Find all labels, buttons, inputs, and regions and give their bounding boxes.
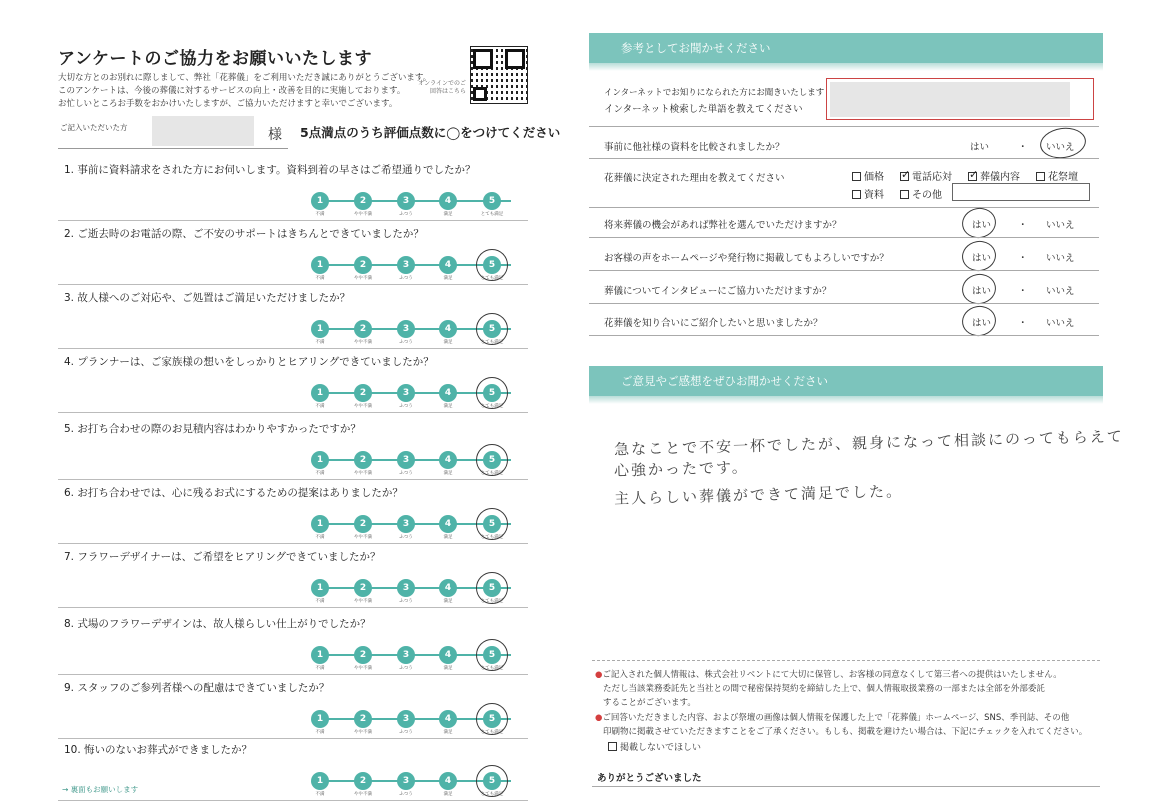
question-text: 6. お打ち合わせでは、心に残るお式にするための提案はありましたか？ [64,487,403,499]
compare-sep: ・ [1018,142,1028,153]
rating-option-4[interactable]: 4 [439,256,457,274]
rating-label: とても満足 [480,404,504,409]
answer-no[interactable]: いいえ [1046,220,1075,231]
rating-option-4[interactable]: 4 [439,384,457,402]
rating-label: 不満 [315,666,325,671]
section-header-shadow [589,396,1103,404]
rating-label: とても満足 [480,212,504,217]
rating-label: やや不満 [354,340,372,345]
reason-phone[interactable]: ✓ 電話応対 [900,168,952,183]
checkbox[interactable] [900,190,909,199]
rating-label: やや不満 [354,535,372,540]
question-row [58,354,528,414]
answer-no[interactable]: いいえ [1046,286,1075,297]
rating-label: 満足 [443,792,453,797]
name-label: ご記入いただいた方 [60,123,128,132]
redacted-name [152,116,254,146]
selected-score-circle [476,313,508,345]
reason-other[interactable]: その他 [900,186,942,201]
row-divider [58,479,528,480]
intro-line: 大切な方とのお別れに際しまして、弊社「花葬儀」をご利用いただき誠にありがとうございます。 [58,73,432,83]
rating-label: 不満 [315,212,325,217]
rating-label: 満足 [443,471,453,476]
dashed-divider [592,660,1100,661]
checkbox-checked[interactable] [900,172,909,181]
rating-label: ふつう [399,404,413,409]
rating-label: やや不満 [354,792,372,797]
row-divider [589,335,1099,336]
rating-label: 不満 [315,471,325,476]
reason-content[interactable]: ✓ 葬儀内容 [968,168,1020,183]
rating-label: とても満足 [480,276,504,281]
rating-label: 満足 [443,276,453,281]
reason-price[interactable]: 価格 [852,168,884,183]
rating-label: 不満 [315,340,325,345]
rating-label: やや不満 [354,599,372,604]
question-row [58,290,528,350]
rating-option-2[interactable]: 2 [354,579,372,597]
handwritten-comment-line: 主人らしい葬儀ができて満足でした。 [613,482,904,508]
row-divider [58,543,528,544]
rating-option-2[interactable]: 2 [354,646,372,664]
rating-option-4[interactable]: 4 [439,710,457,728]
answer-yes[interactable]: はい [972,318,992,329]
checkbox[interactable] [1036,172,1045,181]
selected-answer-circle [960,303,999,338]
rating-option-5[interactable]: 5 [483,710,501,728]
rating-label: 不満 [315,730,325,735]
rating-option-2[interactable]: 2 [354,710,372,728]
name-suffix: 様 [268,127,282,143]
rating-label: 満足 [443,340,453,345]
question-row [58,226,528,286]
compare-question: 事前に他社様の資料を比較されましたか？ [604,142,785,153]
rating-label: ふつう [399,535,413,540]
intro-line: このアンケートは、今後の葬儀に対するサービスの向上・改善を目的に実施しております。 [58,86,406,96]
rating-option-4[interactable]: 4 [439,515,457,533]
rating-label: とても満足 [480,730,504,735]
rating-label: 不満 [315,404,325,409]
question-text: 7. フラワーデザイナーは、ご希望をヒアリングできていましたか？ [64,551,381,563]
rating-label: とても満足 [480,599,504,604]
yes-no-question: 花葬儀を知り合いにご紹介したいと思いましたか？ [604,318,823,329]
yes-no-question: 将来葬儀の機会があれば弊社を選んでいただけますか？ [604,220,842,231]
bottom-divider [592,786,1100,787]
no-publish-option[interactable]: 掲載しないでほしい [608,740,701,753]
yes-no-question: 葬儀についてインタビューにご協力いただけますか？ [604,286,832,297]
rating-option-1[interactable]: 1 [311,710,329,728]
rating-label: やや不満 [354,471,372,476]
name-underline [58,148,288,149]
checkbox[interactable] [852,172,861,181]
row-divider [58,738,528,739]
rating-option-1[interactable]: 1 [311,646,329,664]
question-text: 4. プランナーは、ご家族様の想いをしっかりとヒアリングできていましたか？ [64,356,434,368]
rating-option-5[interactable]: 5 [483,320,501,338]
selected-score-circle [476,249,508,281]
question-text: 5. お打ち合わせの際のお見積内容はわかりやすかったですか？ [64,423,361,435]
selected-answer-circle [960,205,999,240]
rating-label: 満足 [443,535,453,540]
rating-option-2[interactable]: 2 [354,256,372,274]
rating-option-1[interactable]: 1 [311,515,329,533]
rating-label: 満足 [443,599,453,604]
rating-label: ふつう [399,212,413,217]
row-divider [589,158,1099,159]
selected-score-circle [476,703,508,735]
rating-option-3[interactable]: 3 [397,192,415,210]
rating-option-4[interactable]: 4 [439,772,457,790]
search-question-2: インターネット検索した単語を教えてください [604,104,803,115]
rating-option-4[interactable]: 4 [439,320,457,338]
answer-yes[interactable]: はい [972,286,992,297]
rating-option-5[interactable]: 5 [483,384,501,402]
rating-label: 不満 [315,276,325,281]
rating-option-2[interactable]: 2 [354,320,372,338]
compare-yes[interactable]: はい [970,142,990,153]
rating-option-5[interactable]: 5 [483,192,501,210]
row-divider [589,207,1099,208]
row-divider [589,270,1099,271]
redacted-search-answer [830,82,1070,117]
row-divider [58,284,528,285]
section-header-comments: ご意見やご感想をぜひお聞かせください [589,366,1103,396]
section-header-shadow [589,63,1103,71]
rating-option-1[interactable]: 1 [311,256,329,274]
reason-question: 花葬儀に決定された理由を教えてください [604,173,785,184]
row-divider [58,220,528,221]
rating-option-2[interactable]: 2 [354,384,372,402]
row-divider [58,348,528,349]
rating-label: 満足 [443,666,453,671]
rating-option-1[interactable]: 1 [311,579,329,597]
selected-score-circle [476,508,508,540]
checkbox[interactable] [852,190,861,199]
selected-answer-circle [960,271,999,306]
rating-option-5[interactable]: 5 [483,256,501,274]
question-text: 8. 式場のフラワーデザインは、故人様らしい仕上がりでしたか？ [64,618,371,630]
answer-yes[interactable]: はい [972,220,992,231]
bullet-icon: ● [595,713,603,723]
rating-label: とても満足 [480,535,504,540]
compare-no[interactable]: いいえ [1046,142,1075,153]
rating-option-2[interactable]: 2 [354,515,372,533]
rating-option-3[interactable]: 3 [397,320,415,338]
compare-answer-circle [1038,125,1088,161]
answer-sep: ・ [1018,318,1028,329]
selected-score-circle [476,765,508,797]
rating-label: やや不満 [354,666,372,671]
rating-label: やや不満 [354,730,372,735]
rating-label: 不満 [315,599,325,604]
rating-option-5[interactable]: 5 [483,772,501,790]
rating-label: とても満足 [480,340,504,345]
rating-option-4[interactable]: 4 [439,646,457,664]
rating-label: 満足 [443,404,453,409]
rating-label: 満足 [443,730,453,735]
search-question-1: インターネットでお知りになられた方にお聞きいたします [604,88,825,98]
rating-option-4[interactable]: 4 [439,451,457,469]
rating-label: とても満足 [480,792,504,797]
rating-label: ふつう [399,599,413,604]
rating-label: とても満足 [480,666,504,671]
row-divider [58,800,528,801]
rating-option-3[interactable]: 3 [397,384,415,402]
rating-label: ふつう [399,471,413,476]
rating-label: ふつう [399,792,413,797]
selected-answer-circle [960,238,999,273]
intro-line: お忙しいところお手数をおかけいたしますが、ご協力いただけますと幸いでございます。 [58,99,398,109]
rating-option-5[interactable]: 5 [483,579,501,597]
section-header-reference: 参考としてお聞かせください [589,33,1103,63]
score-instruction: 5点満点のうち評価点数に◯をつけてください [300,125,561,140]
rating-label: やや不満 [354,212,372,217]
rating-option-3[interactable]: 3 [397,579,415,597]
rating-label: 満足 [443,212,453,217]
privacy-notice-1: ●ご記入された個人情報は、株式会社リベントにて大切に保管し、お客様の同意なくして第三者への提供はいたしません。 ただし当該業務委託先と当社との間で秘密保持契約を締結した上で、個人情報取扱業務の一部または全部を外部委託 することがございます。 [595,670,1062,708]
rating-option-2[interactable]: 2 [354,451,372,469]
rating-option-5[interactable]: 5 [483,646,501,664]
rating-label: とても満足 [480,471,504,476]
rating-option-1[interactable]: 1 [311,451,329,469]
rating-label: ふつう [399,666,413,671]
rating-option-3[interactable]: 3 [397,646,415,664]
selected-score-circle [476,639,508,671]
survey-intro [58,72,458,111]
answer-yes[interactable]: はい [972,253,992,264]
rating-option-5[interactable]: 5 [483,515,501,533]
handwritten-comment-line: 急なことで不安一杯でしたが、親身になって相談にのってもらえて [613,427,1125,459]
question-row [58,616,528,676]
selected-score-circle [476,572,508,604]
question-row [58,162,528,222]
rating-option-3[interactable]: 3 [397,710,415,728]
rating-option-1[interactable]: 1 [311,772,329,790]
rating-label: 不満 [315,792,325,797]
other-reason-field[interactable] [952,183,1090,201]
checkbox[interactable] [608,742,617,751]
rating-option-5[interactable]: 5 [483,451,501,469]
question-text: 3. 故人様へのご対応や、ご処置はご満足いただけましたか？ [64,292,351,304]
question-text: 2. ご逝去時のお電話の際、ご不安のサポートはきちんとできていましたか？ [64,228,424,240]
answer-sep: ・ [1018,286,1028,297]
bullet-icon: ● [595,670,603,680]
privacy-notice-2: ●ご回答いただきました内容、および祭壇の画像は個人情報を保護した上で「花葬儀」ホームページ、SNS、季刊誌、その他 印刷物に掲載させていただきますことをご了承ください。もしも、掲載を避けたい場合は、下記にチェックを入れてください。 [595,713,1088,737]
selected-score-circle [476,377,508,409]
row-divider [589,303,1099,304]
yes-no-question: お客様の声をホームページや発行物に掲載してもよろしいですか？ [604,253,889,264]
question-row [58,549,528,609]
rating-label: やや不満 [354,404,372,409]
rating-option-2[interactable]: 2 [354,772,372,790]
rating-label: 不満 [315,535,325,540]
rating-option-1[interactable]: 1 [311,384,329,402]
question-row [58,421,528,481]
rating-option-1[interactable]: 1 [311,192,329,210]
row-divider [58,412,528,413]
handwritten-comment-line: 心強かったです。 [613,458,750,480]
question-text: 9. スタッフのご参列者様への配慮はできていましたか？ [64,682,330,694]
row-divider [58,607,528,608]
rating-option-2[interactable]: 2 [354,192,372,210]
reason-materials[interactable]: 資料 [852,186,884,201]
reason-flower-altar[interactable]: 花祭壇 [1036,168,1078,183]
back-page-note: → 裏面もお願いします [62,785,139,794]
qr-caption: オンラインでのご回答はこちら [418,80,466,95]
rating-label: やや不満 [354,276,372,281]
row-divider [589,237,1099,238]
rating-option-3[interactable]: 3 [397,772,415,790]
rating-label: ふつう [399,276,413,281]
question-row [58,680,528,740]
question-row [58,485,528,545]
rating-option-3[interactable]: 3 [397,256,415,274]
rating-option-3[interactable]: 3 [397,515,415,533]
rating-label: ふつう [399,340,413,345]
rating-label: ふつう [399,730,413,735]
answer-no[interactable]: いいえ [1046,253,1075,264]
answer-no[interactable]: いいえ [1046,318,1075,329]
thanks-text: ありがとうございました [597,773,702,784]
selected-score-circle [476,444,508,476]
question-text: 1. 事前に資料請求をされた方にお伺いします。資料到着の早さはご希望通りでしたか？ [64,164,476,176]
row-divider [589,126,1099,127]
rating-option-3[interactable]: 3 [397,451,415,469]
rating-option-4[interactable]: 4 [439,192,457,210]
survey-title: アンケートのご協力をお願いいたします [58,49,372,69]
checkbox-checked[interactable] [968,172,977,181]
rating-option-4[interactable]: 4 [439,579,457,597]
answer-sep: ・ [1018,220,1028,231]
qr-code-icon[interactable] [470,46,528,104]
rating-option-1[interactable]: 1 [311,320,329,338]
row-divider [58,674,528,675]
question-text: 10. 悔いのないお葬式ができましたか？ [64,744,253,756]
answer-sep: ・ [1018,253,1028,264]
